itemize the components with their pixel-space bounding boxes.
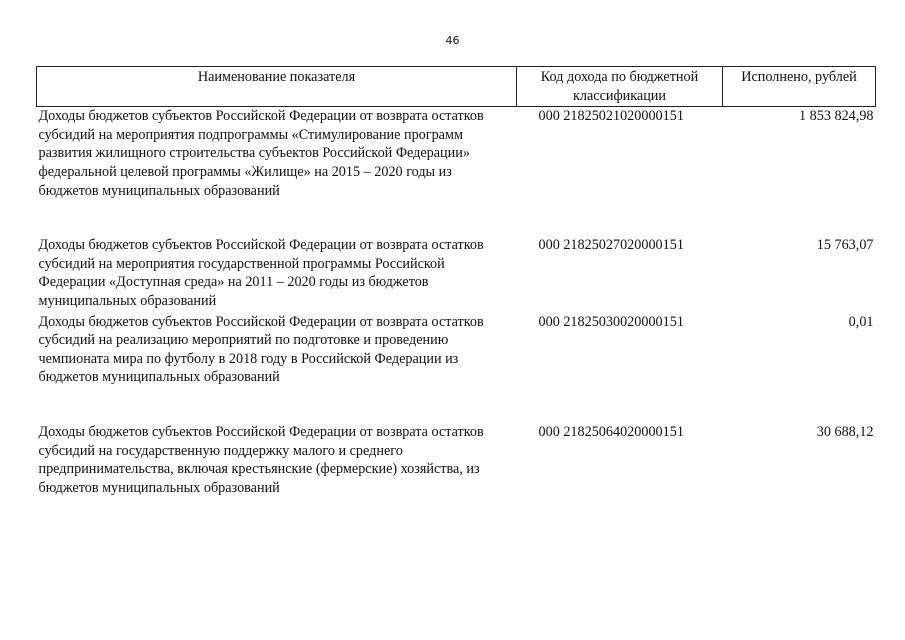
indicator-name-cell: Доходы бюджетов субъектов Российской Федерации от возврата остатков субсидий на мероприятия подпрограммы «Стимулирование программ развития жилищного строительства субъектов Российской Федерации» федеральной целевой программы «Жилище» на 2015 – 2020 годы из бюджетов муниципальных образований [38,108,484,199]
revenue-code-cell: 000 21825027020000151 [538,237,684,254]
table-row [37,236,876,312]
executed-amount-cell: 15 763,07 [816,237,874,254]
executed-amount-cell: 1 853 824,98 [799,108,874,125]
header-row [37,67,876,107]
indicator-name-cell: Доходы бюджетов субъектов Российской Федерации от возврата остатков субсидий на государственную поддержку малого и среднего предпринимательства, включая крестьянские (фермерские) хозяйства, из бюджетов муниципальных образований [38,423,484,496]
indicator-name-cell: Доходы бюджетов субъектов Российской Федерации от возврата остатков субсидий на реализацию мероприятий по подготовке и проведению чемпионата мира по футболу в 2018 году в Российской Федерации из бюджетов муниципальных образований [38,313,484,386]
header-executed-amount: Исполнено, рублей [723,67,876,107]
revenue-code-cell: 000 21825030020000151 [538,313,684,330]
revenue-code-cell: 000 21825064020000151 [538,423,684,440]
header-indicator-name: Наименование показателя [37,67,517,107]
revenue-code-cell: 000 21825021020000151 [538,108,684,125]
header-revenue-code: Код дохода по бюджетной классификации [517,67,723,107]
page-number: 46 [445,34,460,47]
table-row [37,423,876,497]
table-row [37,313,876,423]
executed-amount-cell: 30 688,12 [816,423,874,440]
revenue-table [36,66,876,497]
table-header [37,67,876,107]
table-body [37,107,876,498]
executed-amount-cell: 0,01 [848,313,874,330]
indicator-name-cell: Доходы бюджетов субъектов Российской Федерации от возврата остатков субсидий на мероприятия государственной программы Российской Федерации «Доступная среда» на 2011 – 2020 годы из бюджетов муниципальных образований [38,237,484,309]
table-row [37,107,876,236]
